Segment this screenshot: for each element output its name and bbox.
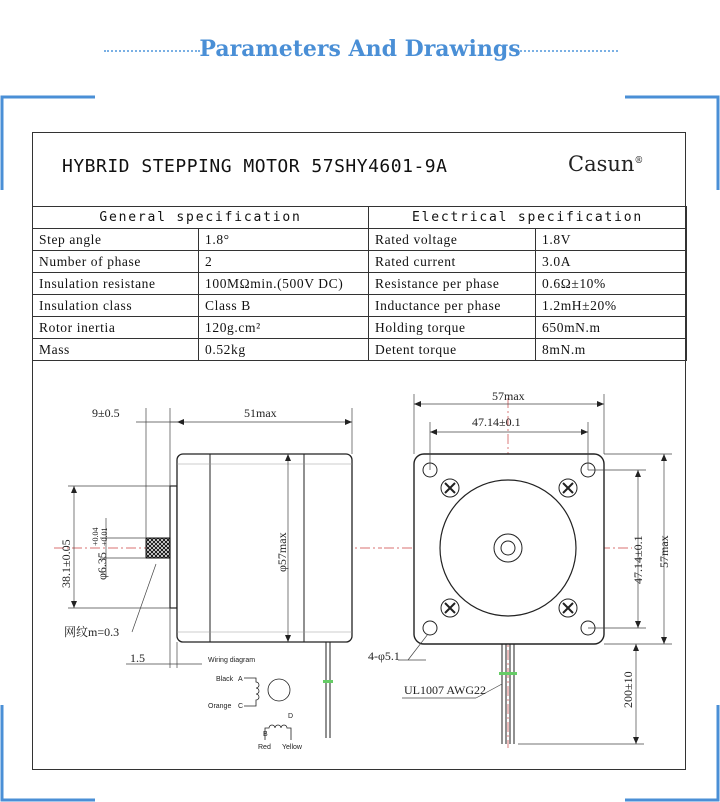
dim-arrow bbox=[581, 429, 588, 435]
knurled-shaft bbox=[146, 538, 170, 558]
leader-line bbox=[132, 564, 156, 632]
wire-d: D bbox=[288, 713, 294, 720]
dim-arrow bbox=[633, 737, 639, 744]
spec-value: 0.6Ω±10% bbox=[536, 273, 687, 295]
spec-label: Inductance per phase bbox=[369, 295, 536, 317]
wire-b: B bbox=[263, 731, 268, 738]
spec-value: 1.8° bbox=[199, 229, 369, 251]
wiring-title: Wiring diagram bbox=[208, 657, 256, 664]
spec-label: Holding torque bbox=[369, 317, 536, 339]
spec-label: Rated voltage bbox=[369, 229, 536, 251]
wire-marker bbox=[499, 672, 517, 675]
flange-plate bbox=[170, 486, 177, 608]
dim-lead-length: 200±10 bbox=[621, 671, 635, 708]
dim-front-width: 57max bbox=[492, 389, 525, 403]
dim-body-diameter: φ57max bbox=[275, 532, 289, 572]
table-row bbox=[33, 229, 687, 251]
spec-value: 1.2mH±20% bbox=[536, 295, 687, 317]
spec-value: 1.8V bbox=[536, 229, 687, 251]
wire-marker bbox=[323, 680, 333, 683]
technical-drawing bbox=[32, 368, 686, 768]
wire-c: C bbox=[238, 703, 244, 710]
wire-a: A bbox=[238, 676, 243, 683]
table-row bbox=[33, 339, 687, 361]
table-row bbox=[33, 295, 687, 317]
dim-front-height: 57max bbox=[657, 535, 671, 568]
section-title: Parameters And Drawings bbox=[199, 36, 521, 62]
dim-arrow bbox=[71, 486, 77, 493]
spec-label: Resistance per phase bbox=[369, 273, 536, 295]
wire-red: Red bbox=[258, 744, 271, 751]
dim-arrow bbox=[414, 401, 421, 407]
dim-arrow bbox=[635, 621, 641, 628]
dim-arrow bbox=[661, 454, 667, 461]
spec-label: Number of phase bbox=[33, 251, 199, 273]
knurl-note: 网纹m=0.3 bbox=[64, 625, 120, 639]
spec-value: 650mN.m bbox=[536, 317, 687, 339]
product-title: HYBRID STEPPING MOTOR 57SHY4601-9A bbox=[62, 156, 448, 177]
spec-table bbox=[32, 206, 687, 361]
product-title-row bbox=[32, 132, 686, 206]
dim-arrow bbox=[345, 419, 352, 425]
dim-arrow bbox=[635, 470, 641, 477]
rotor-symbol bbox=[268, 679, 290, 701]
dim-hole-pitch-vertical: 47.14±0.1 bbox=[631, 535, 645, 584]
dim-arrow bbox=[597, 401, 604, 407]
registered-mark: ® bbox=[634, 156, 644, 166]
brand-name: Casun bbox=[568, 152, 635, 176]
spec-label: Detent torque bbox=[369, 339, 536, 361]
dim-pilot: 38.1±0.05 bbox=[59, 539, 73, 588]
coil-ac bbox=[244, 678, 259, 706]
dim-length: 51max bbox=[244, 406, 277, 420]
spec-label: Insulation class bbox=[33, 295, 199, 317]
wire-black: Black bbox=[216, 676, 234, 683]
table-row bbox=[33, 317, 687, 339]
dim-arrow bbox=[71, 601, 77, 608]
wiring-diagram bbox=[208, 657, 303, 751]
front-view bbox=[368, 389, 672, 748]
spec-label: Insulation resistane bbox=[33, 273, 199, 295]
table-row bbox=[33, 273, 687, 295]
spec-value: 0.52kg bbox=[199, 339, 369, 361]
spec-value: 100MΩmin.(500V DC) bbox=[199, 273, 369, 295]
dim-shaft-length: 9±0.5 bbox=[92, 406, 120, 420]
dim-shaft-tol-lower: +0.01 bbox=[100, 527, 109, 546]
spec-value: 120g.cm² bbox=[199, 317, 369, 339]
spec-value: Class B bbox=[199, 295, 369, 317]
electrical-spec-header: Electrical specification bbox=[369, 207, 687, 229]
dim-flange: 1.5 bbox=[130, 651, 145, 665]
table-row bbox=[33, 251, 687, 273]
spec-label: Rated current bbox=[369, 251, 536, 273]
spec-label: Step angle bbox=[33, 229, 199, 251]
spec-header-row bbox=[33, 207, 687, 229]
wire-orange: Orange bbox=[208, 703, 232, 710]
spec-value: 3.0A bbox=[536, 251, 687, 273]
dim-arrow bbox=[661, 637, 667, 644]
coil-bd bbox=[265, 725, 291, 740]
dim-arrow bbox=[430, 429, 437, 435]
dim-arrow bbox=[633, 644, 639, 651]
spec-value: 2 bbox=[199, 251, 369, 273]
brand-logo bbox=[568, 152, 643, 176]
dim-shaft-tol-upper: +0.04 bbox=[91, 527, 100, 546]
dim-hole-pitch: 47.14±0.1 bbox=[472, 415, 521, 429]
general-spec-header: General specification bbox=[33, 207, 369, 229]
mount-hole bbox=[423, 621, 437, 635]
wire-yellow: Yellow bbox=[282, 744, 302, 751]
motor-body bbox=[177, 454, 352, 642]
spec-value: 8mN.m bbox=[536, 339, 687, 361]
dim-shaft-diameter: φ6.35 bbox=[95, 552, 109, 580]
wire-spec: UL1007 AWG22 bbox=[404, 683, 487, 697]
shaft-circle bbox=[501, 541, 515, 555]
side-view bbox=[54, 406, 382, 738]
spec-label: Rotor inertia bbox=[33, 317, 199, 339]
spec-label: Mass bbox=[33, 339, 199, 361]
dim-arrow bbox=[177, 419, 184, 425]
dim-holes: 4-φ5.1 bbox=[368, 649, 400, 663]
